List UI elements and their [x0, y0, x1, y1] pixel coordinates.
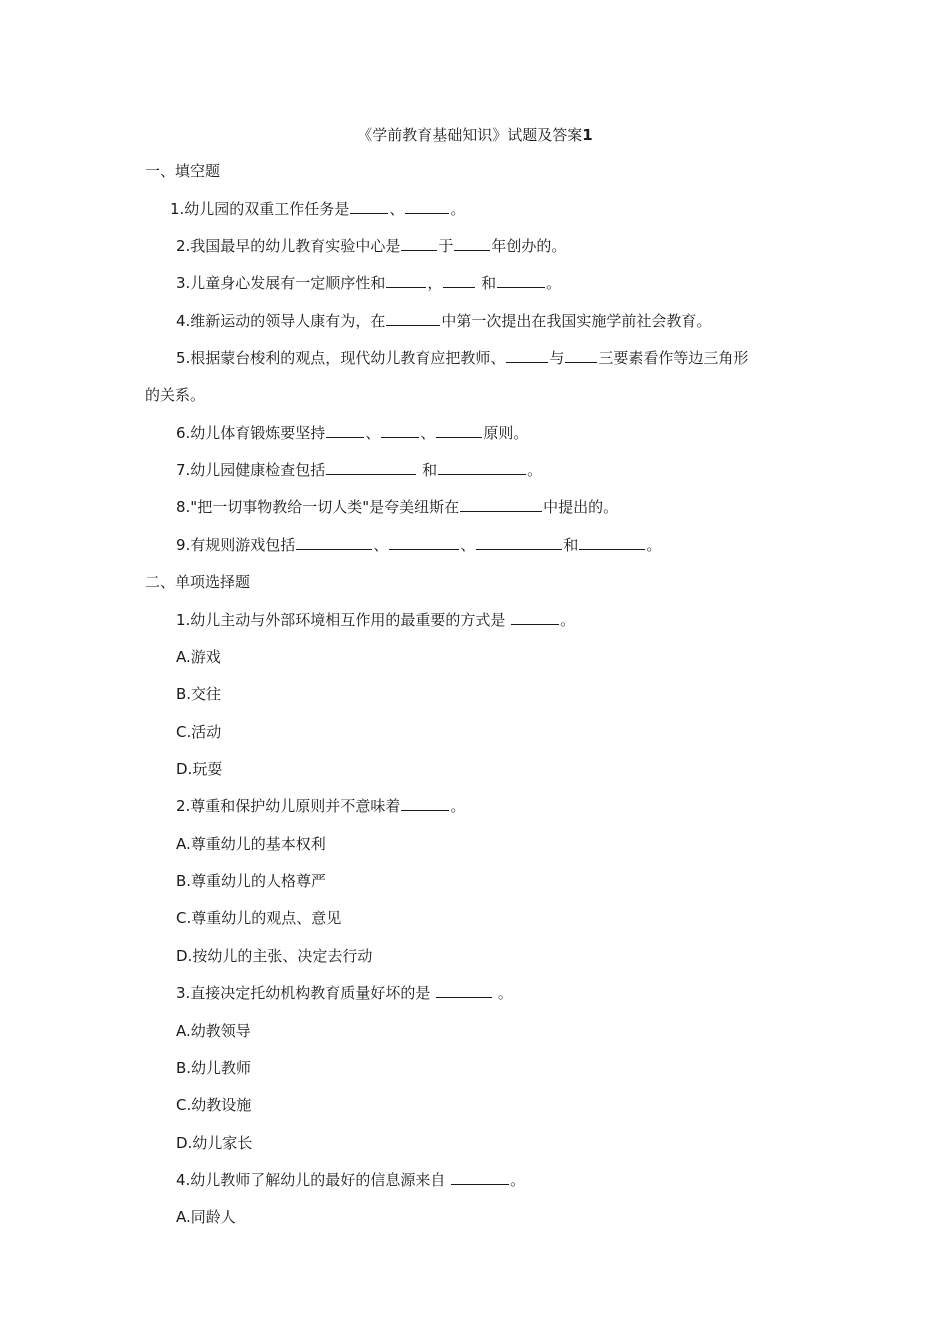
- answer-blank: [565, 348, 597, 363]
- option-item: B.交往: [176, 685, 222, 703]
- question-fill-6: 6.幼儿体育锻炼要坚持 、 、 原则。: [176, 424, 529, 442]
- answer-blank: [381, 423, 419, 438]
- answer-blank: [579, 535, 645, 550]
- question-choice-2: 2.尊重和保护幼儿原则并不意味着 。: [176, 797, 466, 815]
- answer-blank: [511, 610, 559, 625]
- question-fill-4: 4.维新运动的领导人康有为，在 中第一次提出在我国实施学前社会教育。: [176, 312, 712, 330]
- answer-blank: [326, 423, 364, 438]
- question-fill-1: 1.幼儿园的双重工作任务是 、 。: [170, 200, 466, 218]
- answer-blank: [443, 273, 475, 288]
- question-choice-1: 1.幼儿主动与外部环境相互作用的最重要的方式是 。: [176, 611, 576, 629]
- answer-blank: [401, 236, 437, 251]
- option-item: A.游戏: [176, 648, 221, 666]
- answer-blank: [436, 423, 482, 438]
- question-fill-5-continued: 的关系。: [145, 386, 206, 404]
- answer-blank: [389, 535, 459, 550]
- answer-blank: [506, 348, 548, 363]
- question-fill-8: 8."把一切事物教给一切人类"是夸美纽斯在 中提出的。: [176, 498, 619, 516]
- answer-blank: [454, 236, 490, 251]
- option-item: D.按幼儿的主张、决定去行动: [176, 947, 373, 965]
- answer-blank: [296, 535, 372, 550]
- answer-blank: [451, 1170, 509, 1185]
- question-fill-7: 7.幼儿园健康检查包括 和 。: [176, 461, 543, 479]
- answer-blank: [401, 796, 449, 811]
- answer-blank: [326, 460, 416, 475]
- answer-blank: [460, 497, 542, 512]
- section-heading-single-choice: 二、单项选择题: [145, 573, 251, 591]
- option-item: C.活动: [176, 723, 222, 741]
- section-heading-fill-in: 一、填空题: [145, 162, 221, 180]
- title-text: 《学前教育基础知识》试题及答案: [357, 126, 583, 144]
- option-item: D.玩耍: [176, 760, 223, 778]
- question-choice-3: 3.直接决定托幼机构教育质量好坏的是 。: [176, 984, 513, 1002]
- answer-blank: [438, 460, 526, 475]
- option-item: A.幼教领导: [176, 1022, 251, 1040]
- question-fill-5: 5.根据蒙台梭利的观点，现代幼儿教育应把教师、 与 三要素看作等边三角形: [176, 349, 749, 367]
- title-number: 1: [582, 126, 593, 144]
- option-item: D.幼儿家长: [176, 1134, 253, 1152]
- answer-blank: [476, 535, 562, 550]
- answer-blank: [386, 273, 426, 288]
- document-title: [0, 124, 950, 146]
- answer-blank: [386, 311, 440, 326]
- option-item: B.幼儿教师: [176, 1059, 252, 1077]
- option-item: A.同龄人: [176, 1208, 236, 1226]
- option-item: C.尊重幼儿的观点、意见: [176, 909, 342, 927]
- question-fill-3: 3.儿童身心发展有一定顺序性和 ， 和 。: [176, 274, 562, 292]
- answer-blank: [405, 199, 449, 214]
- answer-blank: [436, 983, 492, 998]
- option-item: B.尊重幼儿的人格尊严: [176, 872, 327, 890]
- question-choice-4: 4.幼儿教师了解幼儿的最好的信息源来自 。: [176, 1171, 526, 1189]
- question-fill-2: 2.我国最早的幼儿教育实验中心是 于 年创办的。: [176, 237, 567, 255]
- option-item: C.幼教设施: [176, 1096, 252, 1114]
- answer-blank: [350, 199, 388, 214]
- option-item: A.尊重幼儿的基本权利: [176, 835, 326, 853]
- question-fill-9: 9.有规则游戏包括 、 、 和 。: [176, 536, 662, 554]
- answer-blank: [497, 273, 545, 288]
